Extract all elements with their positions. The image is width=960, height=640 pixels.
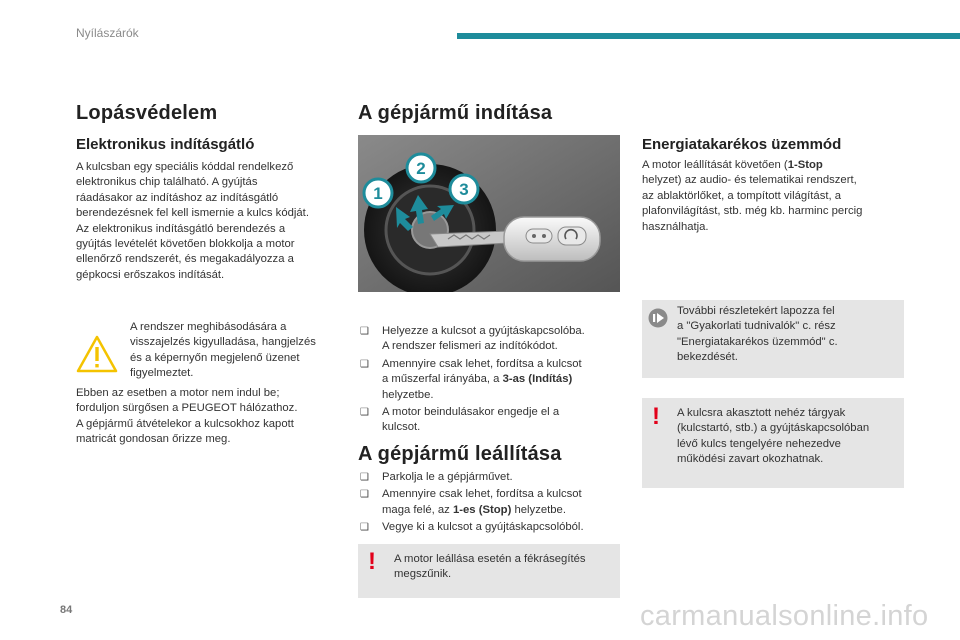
page-number: 84 bbox=[60, 604, 73, 616]
energy-mode-paragraph: A motor leállítását követően (1-Stop helyzet) az audio- és telematikai rendszert, az ablaktörlőket, a tompított világítást, a plafonvilágítást, stb. még kb. harminc percig használhatja. bbox=[642, 159, 863, 233]
bullet-marker-icon: ❑ bbox=[360, 522, 369, 534]
stop-steps-list bbox=[360, 470, 622, 538]
start-title: A gépjármű indítása bbox=[358, 102, 553, 124]
bullet-marker-icon: ❑ bbox=[360, 326, 369, 337]
bullet-marker-icon: ❑ bbox=[360, 358, 369, 370]
position-label-3: 3 bbox=[459, 180, 469, 199]
left-title: Lopásvédelem bbox=[76, 102, 218, 124]
watermark: carmanualsonline.info bbox=[640, 600, 929, 632]
section-header-title: Nyílászárók bbox=[76, 26, 139, 40]
stop-step: ❑ Parkolja le a gépjárművet. bbox=[360, 470, 622, 485]
bullet-marker-icon: ❑ bbox=[360, 472, 369, 483]
stop-step: ❑ Amennyire csak lehet, fordítsa a kulcsot maga felé, az 1-es (Stop) helyzetbe. bbox=[360, 488, 582, 516]
start-step: ❑ Helyezze a kulcsot a gyújtáskapcsolóba. A rendszer felismeri az indítókódot. bbox=[360, 325, 585, 353]
info-arrow-icon bbox=[648, 308, 668, 333]
warning-triangle-icon bbox=[76, 335, 118, 378]
stop-step: ❑ Vegye ki a kulcsot a gyújtáskapcsolóból. bbox=[360, 520, 622, 535]
info-note-text: További részletekért lapozza fel a "Gyakorlati tudnivalók" c. rész "Energiatakarékos üzemmód" c. bekezdését. bbox=[677, 305, 838, 364]
position-label-1: 1 bbox=[373, 184, 383, 203]
immobiliser-paragraph: A kulcsban egy speciális kóddal rendelkező elektronikus chip található. A gyújtás ráadásakor az indításhoz az indításgátló berendezésnek fel kell ismernie a kulcs kódját. Az elektronikus indításgátló berendezés a gyújtás levételét követően blokkolja a motor ellenőrző rendszerét, és megakadályozza a gépkocsi erőszakos indítását. bbox=[76, 161, 309, 281]
stop-warning-text: A motor leállása esetén a fékrásegítés megszűnik. bbox=[394, 553, 586, 581]
bullet-marker-icon: ❑ bbox=[360, 489, 369, 501]
after-warning-paragraph: Ebben az esetben a motor nem indul be; forduljon sürgősen a PEUGEOT hálózathoz. A gépjármű átvételekor a kulcsokhoz kapott matricát gondosan őrizze meg. bbox=[76, 387, 298, 446]
warning-exclamation-icon: ! bbox=[652, 403, 660, 430]
start-step: ❑ A motor beindulásakor engedje el a kulcsot. bbox=[360, 406, 560, 434]
left-subtitle: Elektronikus indításgátló bbox=[76, 136, 255, 153]
energy-mode-title: Energiatakarékos üzemmód bbox=[642, 136, 842, 153]
bullet-marker-icon: ❑ bbox=[360, 407, 369, 419]
start-steps-list bbox=[360, 324, 620, 438]
ignition-key-photo bbox=[358, 135, 620, 292]
header-accent-bar bbox=[457, 33, 960, 39]
stop-title: A gépjármű leállítása bbox=[358, 443, 562, 465]
position-label-2: 2 bbox=[416, 159, 426, 178]
key-warning-text: A kulcsra akasztott nehéz tárgyak (kulcstartó, stb.) a gyújtáskapcsolóban lévő kulcs tengelyére nehezedve működési zavart okozhatnak. bbox=[677, 407, 870, 466]
warning-text: A rendszer meghibásodására a visszajelzés kigyulladása, hangjelzés és a képernyőn megjelenő üzenet figyelmeztet. bbox=[130, 321, 316, 380]
warning-exclamation-icon: ! bbox=[368, 548, 376, 575]
start-step: ❑ Amennyire csak lehet, fordítsa a kulcsot a műszerfal irányába, a 3-as (Indítás) helyzetbe. bbox=[360, 357, 582, 401]
